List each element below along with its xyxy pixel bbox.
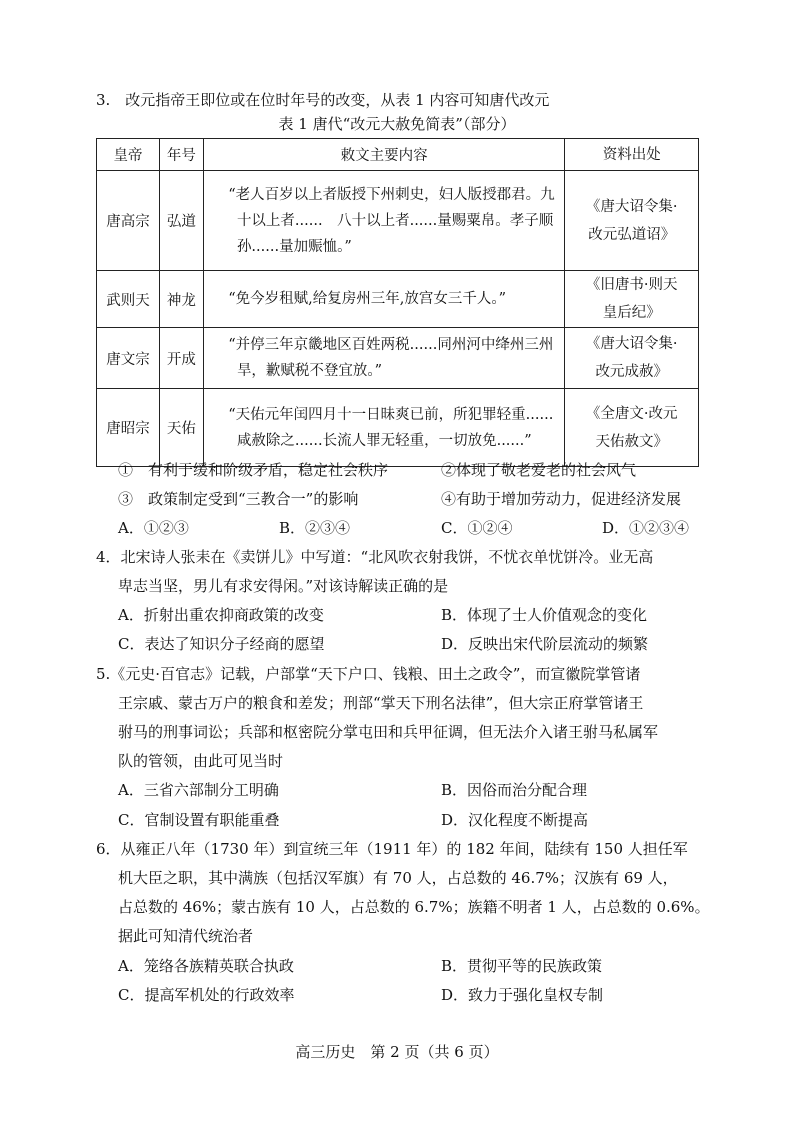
cell-source — [565, 171, 699, 271]
source-line-2: 改元成赦》 — [595, 364, 668, 380]
table-row — [97, 171, 699, 271]
table-row — [97, 271, 699, 328]
source-line-1: 《唐大诏令集· — [585, 198, 678, 215]
q3-option-b[interactable]: B．②③④ — [279, 519, 351, 537]
source-line-1: 《旧唐书·则天 — [585, 277, 678, 293]
header-emperor: 皇帝 — [97, 139, 160, 171]
cell-era: 弘道 — [159, 171, 203, 271]
page-footer: 高三历史 第 2 页（共 6 页） — [295, 1043, 499, 1061]
q6-option-d[interactable]: D．致力于强化皇权专制 — [441, 986, 604, 1004]
cell-content — [203, 389, 565, 467]
q3-option-d[interactable]: D．①②③④ — [602, 519, 690, 537]
cell-emperor: 唐高宗 — [97, 171, 160, 271]
q5-stem-line-2: 王宗戚、蒙古万户的粮食和差发；刑部“掌天下刑名法律”，但大宗正府掌管诸王 — [118, 694, 644, 712]
table-row — [97, 389, 699, 467]
q4-option-d[interactable]: D．反映出宋代阶层流动的频繁 — [441, 635, 649, 653]
cell-era: 神龙 — [159, 271, 203, 328]
q5-stem-line-4: 队的管领，由此可见当时 — [118, 752, 284, 770]
statement-2: ②体现了敬老爱老的社会风气 — [441, 461, 637, 479]
table-header-row — [97, 139, 699, 171]
q6-option-a[interactable]: A．笼络各族精英联合执政 — [118, 957, 294, 975]
content-text: “老人百岁以上者版授下州刺史，妇人版授郡君。九十以上者...... 八十以上者......量赐粟帛。孝子顺孙......量加赈恤。” — [228, 186, 555, 255]
q6-stem-line-4: 据此可知清代统治者 — [118, 927, 254, 945]
statement-4: ④有助于增加劳动力，促进经济发展 — [441, 490, 682, 508]
q5-stem-line-1: 5.《元史·百官志》记载，户部掌“天下户口、钱粮、田土之政令”，而宣徽院掌管诸 — [96, 665, 641, 683]
cell-era: 开成 — [159, 328, 203, 389]
cell-emperor: 武则天 — [97, 271, 160, 328]
q6-option-c[interactable]: C．提高军机处的行政效率 — [118, 986, 295, 1004]
cell-emperor: 唐昭宗 — [97, 389, 160, 467]
q4-option-c[interactable]: C．表达了知识分子经商的愿望 — [118, 635, 325, 653]
header-era: 年号 — [159, 139, 203, 171]
source-line-1: 《全唐文·改元 — [585, 405, 678, 422]
source-line-2: 天佑赦文》 — [595, 433, 668, 450]
cell-era: 天佑 — [159, 389, 203, 467]
cell-source — [565, 271, 699, 328]
cell-emperor: 唐文宗 — [97, 328, 160, 389]
content-text: “天佑元年闰四月十一日昧爽已前，所犯罪轻重......咸赦除之......长流人罪无轻重，一切放免......” — [228, 406, 554, 449]
q3-option-a[interactable]: A．①②③ — [118, 519, 189, 537]
q4-option-b[interactable]: B．体现了士人价值观念的变化 — [441, 606, 648, 624]
source-line-1: 《唐大诏令集· — [585, 336, 678, 352]
header-source: 资料出处 — [565, 139, 699, 171]
statement-3: ③ 政策制定受到“三教合一”的影响 — [118, 490, 359, 508]
table-row — [97, 328, 699, 389]
header-content: 敕文主要内容 — [203, 139, 565, 171]
table-caption: 表 1 唐代“改元大赦免简表”（部分） — [278, 115, 516, 133]
q6-option-b[interactable]: B．贯彻平等的民族政策 — [441, 957, 603, 975]
q4-option-a[interactable]: A．折射出重农抑商政策的改变 — [118, 606, 324, 624]
q5-option-a[interactable]: A．三省六部制分工明确 — [118, 781, 279, 799]
q5-stem-line-3: 驸马的刑事词讼；兵部和枢密院分掌屯田和兵甲征调，但无法介入诸王驸马私属军 — [118, 723, 659, 741]
q3-option-c[interactable]: C．①②④ — [441, 519, 513, 537]
source-line-2: 皇后纪》 — [602, 305, 661, 321]
q5-option-c[interactable]: C．官制设置有职能重叠 — [118, 811, 280, 829]
q4-stem-line-2: 卑志当坚，男儿有求安得闲。”对该诗解读正确的是 — [118, 577, 449, 595]
q4-stem-line-1: 4．北宋诗人张耒在《卖饼儿》中写道：“北风吹衣射我饼，不忧衣单忧饼冷。业无高 — [96, 548, 654, 566]
q6-stem-line-2: 机大臣之职，其中满族（包括汉军旗）有 70 人，占总数的 46.7%；汉族有 69 人， — [118, 869, 678, 887]
cell-content — [203, 171, 565, 271]
cell-content — [203, 328, 565, 389]
q5-option-b[interactable]: B．因俗而治分配合理 — [441, 781, 588, 799]
statement-1: ① 有利于缓和阶级矛盾，稳定社会秩序 — [118, 461, 389, 479]
q6-stem-line-3: 占总数的 46%；蒙古族有 10 人，占总数的 6.7%；族籍不明者 1 人，占总数的 0.6%。 — [118, 898, 710, 916]
cell-source — [565, 389, 699, 467]
edict-table — [96, 138, 699, 467]
cell-content — [203, 271, 565, 328]
source-line-2: 改元弘道诏》 — [588, 226, 676, 243]
content-text: “并停三年京畿地区百姓两税......同州河中绛州三州旱，歉赋税不登宜放。” — [228, 337, 554, 379]
cell-source — [565, 328, 699, 389]
q3-stem: 3. 改元指帝王即位或在位时年号的改变，从表 1 内容可知唐代改元 — [96, 91, 550, 109]
q6-stem-line-1: 6．从雍正八年（1730 年）到宣统三年（1911 年）的 182 年间，陆续有 150 人担任军 — [96, 840, 688, 858]
content-text: “免今岁租赋,给复房州三年,放宫女三千人。” — [228, 291, 507, 307]
q5-option-d[interactable]: D．汉化程度不断提高 — [441, 811, 589, 829]
